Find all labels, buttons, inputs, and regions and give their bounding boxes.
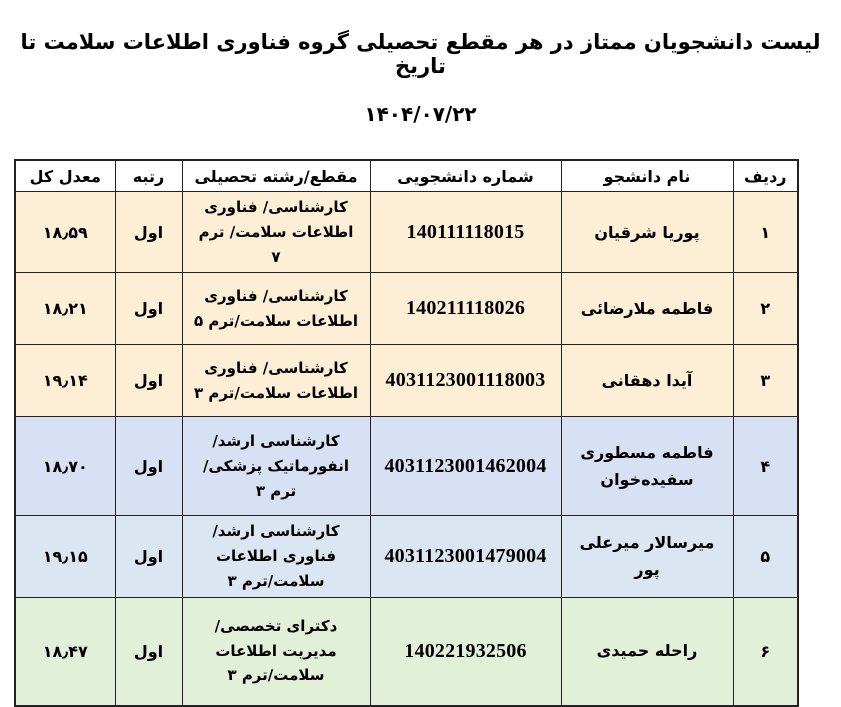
students-table xyxy=(14,159,799,707)
table-row xyxy=(15,417,798,516)
page-title-date: ۱۴۰۴/۰۷/۲۲ xyxy=(364,102,477,126)
row-number: ۱ xyxy=(733,192,798,273)
document-title xyxy=(0,0,841,126)
header-rank: رتبه xyxy=(115,160,182,192)
header-row-number: ردیف xyxy=(733,160,798,192)
gpa: ۱۹٫۱۴ xyxy=(15,345,115,417)
row-number: ۶ xyxy=(733,597,798,706)
gpa: ۱۸٫۲۱ xyxy=(15,273,115,345)
gpa: ۱۹٫۱۵ xyxy=(15,516,115,597)
student-id: 4031123001118003 xyxy=(370,345,561,417)
student-id: 4031123001462004 xyxy=(370,417,561,516)
program: دکترای تخصصی/ مدیریت اطلاعات سلامت/ترم ۳ xyxy=(182,597,370,706)
program: کارشناسی ارشد/ انفورماتیک پزشکی/ترم ۳ xyxy=(182,417,370,516)
student-id: 140221932506 xyxy=(370,597,561,706)
student-id: 140111118015 xyxy=(370,192,561,273)
student-id: 4031123001479004 xyxy=(370,516,561,597)
student-name: فاطمه ملارضائی xyxy=(561,273,733,345)
page-title-line1: لیست دانشجویان ممتاز در هر مقطع تحصیلی گروه فناوری اطلاعات سلامت تا تاریخ xyxy=(20,30,821,78)
rank: اول xyxy=(115,417,182,516)
rank: اول xyxy=(115,597,182,706)
student-name: میرسالار میرعلی پور xyxy=(561,516,733,597)
student-name: پوریا شرقیان xyxy=(561,192,733,273)
rank: اول xyxy=(115,516,182,597)
student-name: راحله حمیدی xyxy=(561,597,733,706)
row-number: ۵ xyxy=(733,516,798,597)
rank: اول xyxy=(115,192,182,273)
program: کارشناسی/ فناوری اطلاعات سلامت/ ترم ۷ xyxy=(182,192,370,273)
student-name: فاطمه مسطوری سفیده‌خوان xyxy=(561,417,733,516)
table-row xyxy=(15,516,798,597)
row-number: ۲ xyxy=(733,273,798,345)
header-student-id: شماره دانشجویی xyxy=(370,160,561,192)
program: کارشناسی/ فناوری اطلاعات سلامت/ترم ۳ xyxy=(182,345,370,417)
program: کارشناسی ارشد/ فناوری اطلاعات سلامت/ترم ۳ xyxy=(182,516,370,597)
table-header-row xyxy=(15,160,798,192)
table-row xyxy=(15,597,798,706)
row-number: ۳ xyxy=(733,345,798,417)
rank: اول xyxy=(115,345,182,417)
rank: اول xyxy=(115,273,182,345)
gpa: ۱۸٫۵۹ xyxy=(15,192,115,273)
table-row xyxy=(15,345,798,417)
table-row xyxy=(15,192,798,273)
header-program: مقطع/رشته تحصیلی xyxy=(182,160,370,192)
program: کارشناسی/ فناوری اطلاعات سلامت/ترم ۵ xyxy=(182,273,370,345)
gpa: ۱۸٫۴۷ xyxy=(15,597,115,706)
header-gpa: معدل کل xyxy=(15,160,115,192)
student-id: 140211118026 xyxy=(370,273,561,345)
row-number: ۴ xyxy=(733,417,798,516)
table-row xyxy=(15,273,798,345)
student-name: آیدا دهقانی xyxy=(561,345,733,417)
header-student-name: نام دانشجو xyxy=(561,160,733,192)
gpa: ۱۸٫۷۰ xyxy=(15,417,115,516)
